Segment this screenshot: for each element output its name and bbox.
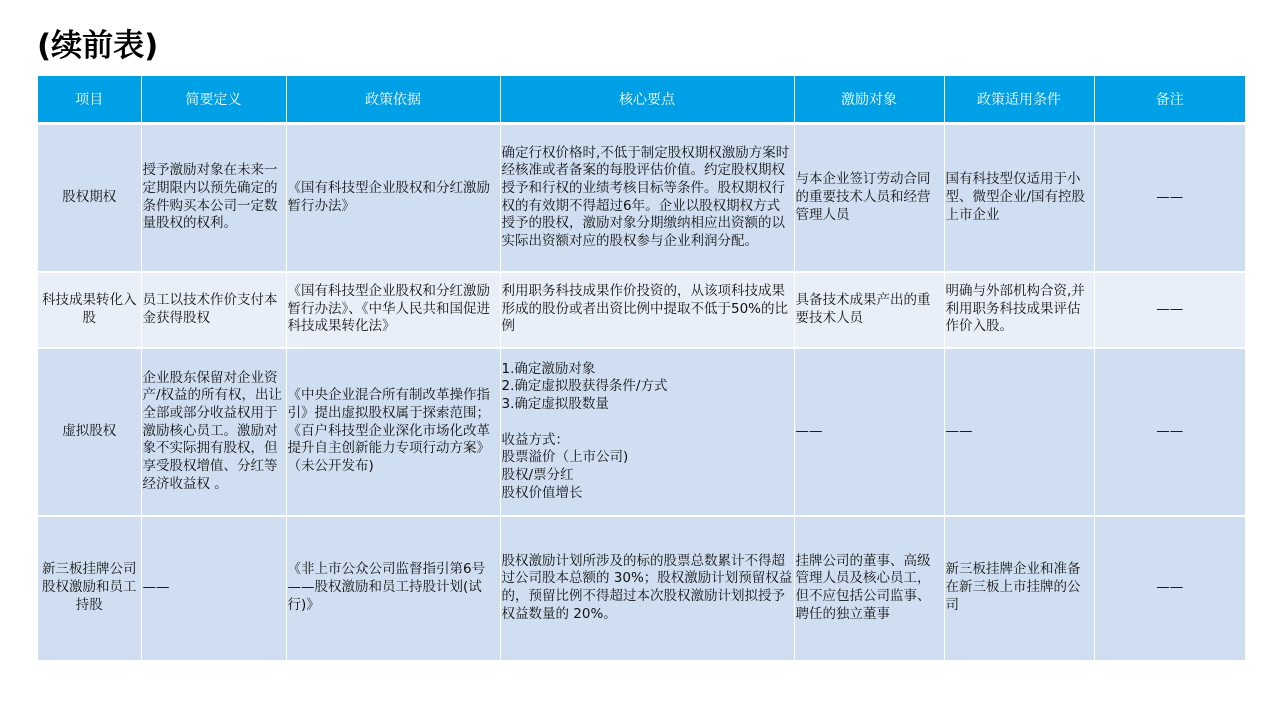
cell-key-points: 股权激励计划所涉及的标的股票总数累计不得超过公司股本总额的 30%；股权激励计划预留权益的，预留比例不得超过本次股权激励计划拟授予权益数量的 20%。	[500, 516, 794, 661]
cell-conditions: 国有科技型仅适用于小型、微型企业/国有控股上市企业	[944, 124, 1094, 272]
cell-remarks: ——	[1094, 272, 1245, 348]
cell-item: 科技成果转化入股	[38, 272, 141, 348]
cell-definition: 员工以技术作价支付本金获得股权	[141, 272, 286, 348]
header-definition: 简要定义	[141, 76, 286, 124]
cell-conditions: 明确与外部机构合资,并利用职务科技成果评估作价入股。	[944, 272, 1094, 348]
table-row	[38, 516, 1245, 661]
cell-item: 新三板挂牌公司股权激励和员工持股	[38, 516, 141, 661]
header-targets: 激励对象	[794, 76, 944, 124]
cell-targets: 与本企业签订劳动合同的重要技术人员和经营管理人员	[794, 124, 944, 272]
table-row	[38, 272, 1245, 348]
cell-item: 股权期权	[38, 124, 141, 272]
cell-basis: 《非上市公众公司监督指引第6号——股权激励和员工持股计划(试行)》	[286, 516, 500, 661]
table-row	[38, 124, 1245, 272]
table-row	[38, 348, 1245, 516]
header-item: 项目	[38, 76, 141, 124]
cell-key-points: 确定行权价格时,不低于制定股权期权激励方案时经核准或者备案的每股评估价值。约定股权期权授予和行权的业绩考核目标等条件。股权期权行权的有效期不得超过6年。企业以股权期权方式授予的股权，激励对象分期缴纳相应出资额的以实际出资额对应的股权参与企业利润分配。	[500, 124, 794, 272]
table-header-row	[38, 76, 1245, 124]
cell-item: 虚拟股权	[38, 348, 141, 516]
cell-remarks: ——	[1094, 124, 1245, 272]
incentive-policy-table	[38, 76, 1245, 662]
cell-targets: 具备技术成果产出的重要技术人员	[794, 272, 944, 348]
cell-targets: ——	[794, 348, 944, 516]
header-conditions: 政策适用条件	[944, 76, 1094, 124]
cell-remarks: ——	[1094, 516, 1245, 661]
cell-basis: 《中央企业混合所有制改革操作指引》提出虚拟股权属于探索范围； 《百户科技型企业深化市场化改革提升自主创新能力专项行动方案》（未公开发布)	[286, 348, 500, 516]
page-title: (续前表)	[37, 28, 159, 64]
cell-key-points: 1.确定激励对象 2.确定虚拟股获得条件/方式 3.确定虚拟股数量 收益方式： 股票溢价（上市公司) 股权/票分红 股权价值增长	[500, 348, 794, 516]
header-key-points: 核心要点	[500, 76, 794, 124]
header-basis: 政策依据	[286, 76, 500, 124]
cell-definition: 授予激励对象在未来一定期限内以预先确定的条件购买本公司一定数量股权的权利。	[141, 124, 286, 272]
header-remarks: 备注	[1094, 76, 1245, 124]
cell-targets: 挂牌公司的董事、高级管理人员及核心员工，但不应包括公司监事、聘任的独立董事	[794, 516, 944, 661]
cell-basis: 《国有科技型企业股权和分红激励暂行办法》	[286, 124, 500, 272]
cell-conditions: ——	[944, 348, 1094, 516]
cell-conditions: 新三板挂牌企业和准备在新三板上市挂牌的公司	[944, 516, 1094, 661]
cell-basis: 《国有科技型企业股权和分红激励暂行办法》、《中华人民共和国促进科技成果转化法》	[286, 272, 500, 348]
cell-definition: ——	[141, 516, 286, 661]
cell-remarks: ——	[1094, 348, 1245, 516]
cell-key-points: 利用职务科技成果作价投资的，从该项科技成果形成的股份或者出资比例中提取不低于50%的比例	[500, 272, 794, 348]
cell-definition: 企业股东保留对企业资产/权益的所有权，出让全部或部分收益权用于激励核心员工。激励对象不实际拥有股权，但享受股权增值、分红等经济收益权 。	[141, 348, 286, 516]
